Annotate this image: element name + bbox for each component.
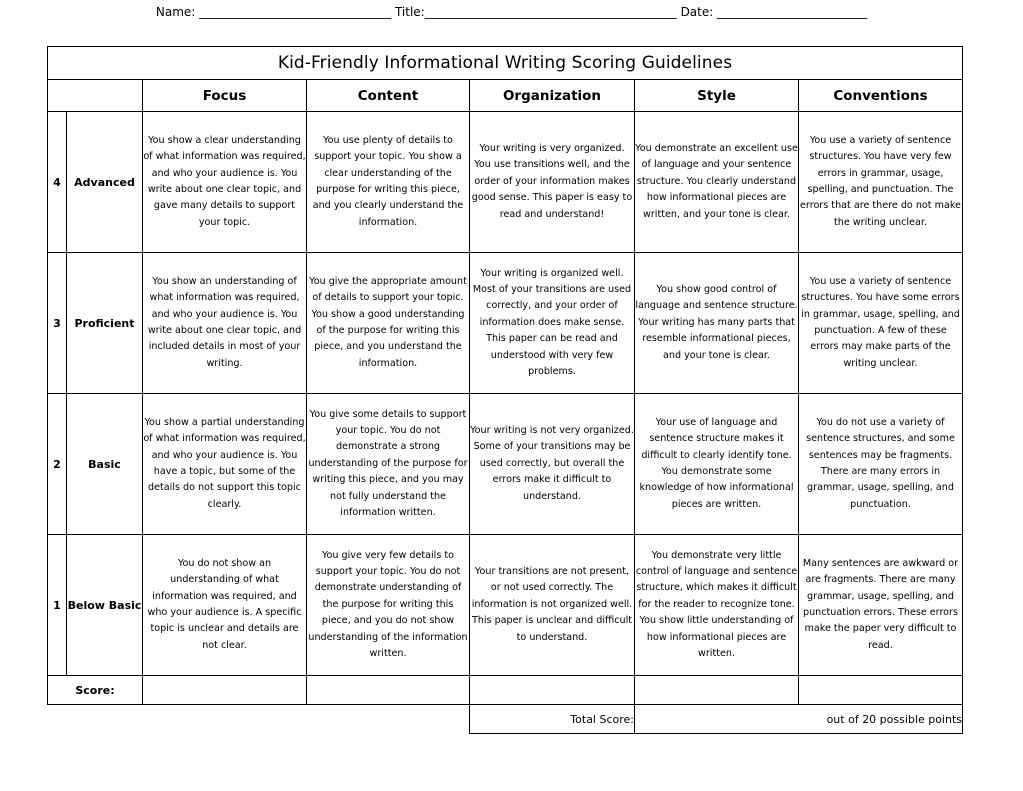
- organization-descriptor: Your transitions are not present, or not used correctly. The information is not organized well. This paper is unclear and difficult to understand.: [470, 535, 635, 676]
- score-label: Score:: [48, 676, 143, 705]
- focus-descriptor: You show a partial understanding of what information was required, and who your audience is. You have a topic, but some of the details do not support this topic clearly.: [143, 394, 307, 535]
- name-label: Name:: [155, 5, 196, 19]
- total-score-row: [48, 705, 963, 734]
- content-descriptor: You use plenty of details to support your topic. You show a clear understanding of the purpose for writing this piece, and you clearly understand the information.: [307, 112, 470, 253]
- title-label: Title:: [394, 5, 425, 19]
- focus-descriptor: You do not show an understanding of what information was required, and who your audience is. A specific topic is unclear and details are not clear.: [143, 535, 307, 676]
- style-descriptor: You demonstrate very little control of language and sentence structure, which makes it difficult for the reader to recognize tone. You show little understanding of how informational pieces are written.: [635, 535, 799, 676]
- level-name: Proficient: [67, 253, 143, 394]
- date-field[interactable]: _________________________: [717, 5, 868, 19]
- content-score-box[interactable]: [307, 676, 470, 705]
- level-row-below-basic: [48, 535, 963, 676]
- column-header-focus: Focus: [143, 80, 307, 112]
- level-score: 4: [48, 112, 67, 253]
- content-descriptor: You give the appropriate amount of details to support your topic. You show a good understanding of the purpose for writing this piece, and you understand the information.: [307, 253, 470, 394]
- total-score-suffix: out of 20 possible points: [826, 712, 962, 726]
- total-score-label: Total Score:: [470, 705, 635, 734]
- conventions-score-box[interactable]: [799, 676, 963, 705]
- level-score: 1: [48, 535, 67, 676]
- column-header-style: Style: [635, 80, 799, 112]
- header-corner-cell: [48, 80, 143, 112]
- conventions-descriptor: You do not use a variety of sentence structures, and some sentences may be fragments. There are many errors in grammar, usage, spelling, and punctuation.: [799, 394, 963, 535]
- column-header-organization: Organization: [470, 80, 635, 112]
- focus-descriptor: You show an understanding of what information was required, and who your audience is. You write about one clear topic, and included details in most of your writing.: [143, 253, 307, 394]
- level-row-proficient: [48, 253, 963, 394]
- scoring-rubric-table: [47, 46, 963, 734]
- score-row: [48, 676, 963, 705]
- conventions-descriptor: Many sentences are awkward or are fragments. There are many grammar, usage, spelling, and punctuation errors. These errors make the paper very difficult to read.: [799, 535, 963, 676]
- column-header-conventions: Conventions: [799, 80, 963, 112]
- content-descriptor: You give some details to support your topic. You do not demonstrate a strong understanding of the purpose for writing this piece, and you may not fully understand the information written.: [307, 394, 470, 535]
- style-descriptor: Your use of language and sentence structure makes it difficult to clearly identify tone. You demonstrate some knowledge of how informational pieces are written.: [635, 394, 799, 535]
- level-name: Basic: [67, 394, 143, 535]
- level-row-basic: [48, 394, 963, 535]
- level-score: 2: [48, 394, 67, 535]
- conventions-descriptor: You use a variety of sentence structures. You have some errors in grammar, usage, spelling, and punctuation. A few of these errors may make parts of the writing unclear.: [799, 253, 963, 394]
- level-name: Below Basic: [67, 535, 143, 676]
- organization-descriptor: Your writing is organized well. Most of your transitions are used correctly, and your order of information does make sense. This paper can be read and understood with very few problems.: [470, 253, 635, 394]
- conventions-descriptor: You use a variety of sentence structures. You have very few errors in grammar, usage, spelling, and punctuation. The errors that are there do not make the writing unclear.: [799, 112, 963, 253]
- title-field[interactable]: __________________________________________: [424, 5, 677, 19]
- level-score: 3: [48, 253, 67, 394]
- style-descriptor: You show good control of language and sentence structure. Your writing has many parts that resemble informational pieces, and your tone is clear.: [635, 253, 799, 394]
- organization-descriptor: Your writing is very organized. You use transitions well, and the order of your information makes good sense. This paper is easy to read and understand!: [470, 112, 635, 253]
- content-descriptor: You give very few details to support your topic. You do not demonstrate understanding of the purpose for writing this piece, and you do not show understanding of the information written.: [307, 535, 470, 676]
- level-row-advanced: [48, 112, 963, 253]
- name-field[interactable]: ________________________________: [199, 5, 392, 19]
- style-descriptor: You demonstrate an excellent use of language and your sentence structure. You clearly understand how informational pieces are written, and your tone is clear.: [635, 112, 799, 253]
- focus-score-box[interactable]: [143, 676, 307, 705]
- student-info-line: [0, 4, 1023, 20]
- column-header-content: Content: [307, 80, 470, 112]
- date-label: Date:: [680, 5, 714, 19]
- rubric-title: Kid-Friendly Informational Writing Scoring Guidelines: [48, 47, 963, 80]
- total-score-box[interactable]: [635, 705, 963, 734]
- style-score-box[interactable]: [635, 676, 799, 705]
- focus-descriptor: You show a clear understanding of what information was required, and who your audience is. You write about one clear topic, and gave many details to support your topic.: [143, 112, 307, 253]
- organization-descriptor: Your writing is not very organized. Some of your transitions may be used correctly, but overall the errors make it difficult to understand.: [470, 394, 635, 535]
- level-name: Advanced: [67, 112, 143, 253]
- organization-score-box[interactable]: [470, 676, 635, 705]
